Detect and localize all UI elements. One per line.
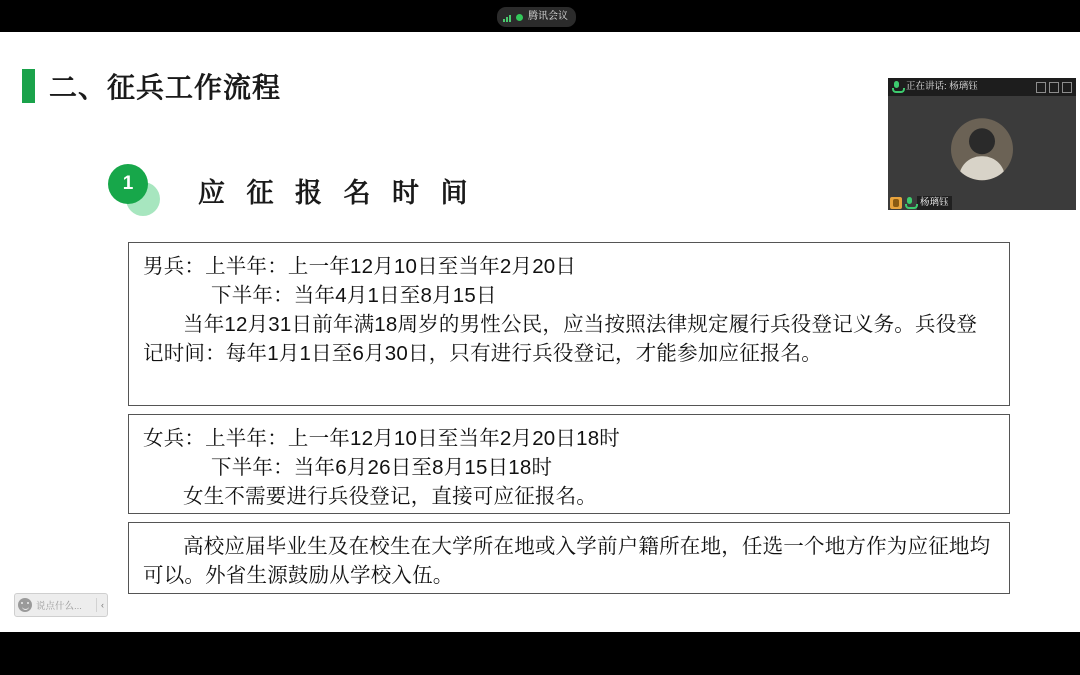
male-enlistment-box bbox=[128, 242, 1010, 406]
app-name-label: 腾讯会议 bbox=[528, 11, 568, 22]
male-line-2: 下半年：当年4月1日至8月15日 bbox=[211, 284, 497, 308]
smiley-icon[interactable] bbox=[18, 598, 32, 612]
microphone-icon bbox=[892, 81, 901, 93]
step-number: 1 bbox=[108, 164, 148, 204]
participant-name: 杨璃钰 bbox=[917, 196, 952, 210]
presentation-slide bbox=[0, 32, 1080, 632]
step-label: 应 征 报 名 时 间 bbox=[198, 177, 475, 208]
student-note-line: 高校应届毕业生及在校生在大学所在地或入学前户籍所在地，任选一个地方作为应征地均可以。外省生源鼓励从学校入伍。 bbox=[143, 535, 991, 588]
microphone-icon bbox=[905, 197, 914, 209]
male-line-1: 男兵：上半年：上一年12月10日至当年2月20日 bbox=[143, 255, 577, 278]
pip-video-area[interactable] bbox=[888, 96, 1076, 210]
window-controls-icon[interactable] bbox=[1036, 82, 1072, 93]
pip-name-row bbox=[888, 195, 956, 210]
page-title: 二、征兵工作流程 bbox=[49, 72, 282, 103]
top-status-bar bbox=[0, 0, 1080, 32]
green-dot-icon bbox=[516, 14, 523, 21]
female-line-1: 女兵：上半年：上一年12月10日至当年2月20日18时 bbox=[143, 427, 621, 450]
collapse-button[interactable]: ‹ bbox=[96, 598, 104, 612]
signal-bars-icon bbox=[503, 13, 511, 22]
active-speaker-label: 正在讲话: 杨璃钰 bbox=[906, 81, 978, 92]
video-pip-window[interactable] bbox=[888, 78, 1076, 210]
student-location-box bbox=[128, 522, 1010, 594]
pip-titlebar bbox=[888, 78, 1076, 96]
bottom-letterbox bbox=[0, 632, 1080, 675]
comment-input[interactable]: 说点什么... bbox=[36, 601, 82, 612]
female-line-2: 下半年：当年6月26日至8月15日18时 bbox=[211, 456, 553, 480]
step-badge bbox=[108, 164, 160, 216]
female-line-3: 女生不需要进行兵役登记，直接可应征报名。 bbox=[183, 485, 597, 509]
host-badge-icon bbox=[890, 197, 902, 209]
male-line-3: 当年12月31日前年满18周岁的男性公民，应当按照法律规定履行兵役登记义务。兵役登记时间：每年1月1日至6月30日，只有进行兵役登记，才能参加应征报名。 bbox=[143, 313, 978, 366]
slide-title-row bbox=[22, 66, 281, 106]
avatar-icon bbox=[951, 118, 1013, 180]
title-accent-bar-icon bbox=[22, 69, 35, 103]
comment-bar[interactable] bbox=[14, 593, 108, 617]
meeting-status-pill[interactable] bbox=[497, 7, 576, 27]
step-heading bbox=[108, 164, 475, 216]
female-enlistment-box bbox=[128, 414, 1010, 514]
